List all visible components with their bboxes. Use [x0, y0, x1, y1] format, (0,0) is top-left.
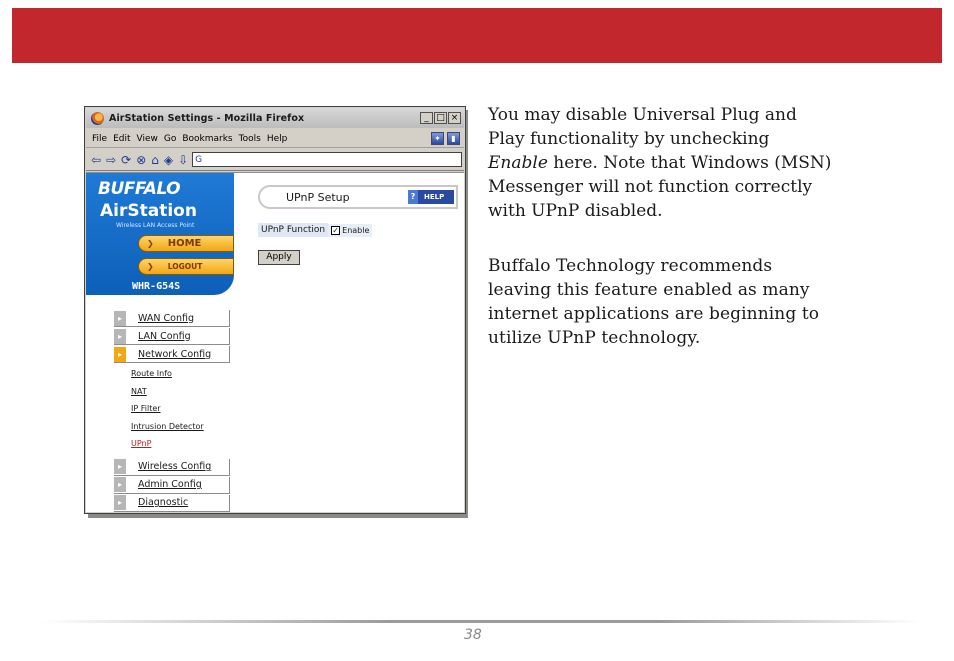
link-route-info[interactable]: Route Info: [131, 369, 172, 378]
text-line: Play functionality by unchecking: [488, 129, 770, 149]
text-line: utilize UPnP technology.: [488, 328, 701, 348]
enable-label: Enable: [342, 225, 370, 235]
question-icon: ?: [408, 190, 418, 204]
explanation-paragraph: [488, 103, 888, 223]
window-title: AirStation Settings - Mozilla Firefox: [109, 112, 305, 124]
menu-bookmarks[interactable]: Bookmarks: [182, 133, 233, 144]
minimize-button[interactable]: _: [420, 112, 433, 124]
menu-bar: [86, 130, 464, 148]
page-content: [86, 172, 464, 512]
home-button[interactable]: [138, 235, 234, 252]
menu-edit[interactable]: Edit: [113, 133, 131, 144]
footer-rule: [40, 620, 920, 623]
close-button[interactable]: ×: [448, 112, 461, 124]
nav-wireless-config[interactable]: [114, 459, 230, 476]
sidebar-nav: [114, 310, 230, 513]
chevron-right-icon: ❯: [147, 239, 154, 248]
text-line: with UPnP disabled.: [488, 201, 663, 221]
home-icon[interactable]: ⌂: [151, 152, 159, 167]
sidebar-toggle-icon[interactable]: ▮: [447, 132, 460, 145]
enable-checkbox-wrapper[interactable]: [328, 224, 372, 237]
nav-diagnostic[interactable]: [114, 495, 230, 512]
bookmark-icon[interactable]: ◈: [163, 152, 174, 167]
nav-label: Wireless Config: [138, 461, 212, 472]
text-line: Buffalo Technology recommends: [488, 256, 773, 276]
text-line: [488, 151, 888, 175]
download-icon[interactable]: ⇩: [178, 152, 189, 167]
section-header: [258, 185, 458, 209]
menu-view[interactable]: View: [136, 133, 158, 144]
page-number: 38: [464, 627, 482, 643]
home-label: HOME: [167, 238, 202, 249]
upnp-function-row: [258, 223, 372, 237]
section-title: UPnP Setup: [286, 190, 350, 204]
text-fragment: here. Note that Windows (MSN): [547, 153, 832, 173]
nav-label: Network Config: [138, 348, 212, 360]
arrow-icon: ▸: [114, 459, 126, 474]
link-ip-filter[interactable]: IP Filter: [131, 404, 161, 413]
menu-tools[interactable]: Tools: [238, 133, 261, 144]
window-controls: [420, 112, 461, 124]
help-label: HELP: [424, 193, 445, 201]
nav-wan-config[interactable]: [114, 310, 230, 327]
nav-lan-config[interactable]: [114, 328, 230, 345]
text-line: internet applications are beginning to: [488, 304, 820, 324]
nav-label: Admin Config: [138, 479, 202, 490]
firefox-icon: [91, 112, 104, 125]
recommendation-paragraph: [488, 254, 878, 350]
address-value: G: [195, 154, 203, 165]
arrow-icon: ▸: [114, 495, 126, 510]
enable-checkbox[interactable]: ✓: [332, 225, 339, 235]
link-upnp[interactable]: UPnP: [131, 439, 152, 448]
nav-label: LAN Config: [138, 330, 191, 342]
nav-network-config[interactable]: [114, 346, 230, 363]
link-intrusion-detector[interactable]: Intrusion Detector: [131, 421, 204, 431]
text-line: leaving this feature enabled as many: [488, 280, 810, 300]
upnp-function-label: UPnP Function: [258, 223, 328, 237]
menu-go[interactable]: Go: [163, 133, 177, 144]
menubar-icons: [431, 132, 460, 145]
arrow-icon: ▸: [114, 477, 126, 492]
menu-help[interactable]: Help: [266, 133, 288, 144]
address-input[interactable]: [192, 152, 462, 167]
arrow-icon: ▸: [114, 311, 126, 326]
nav-label: Diagnostic: [138, 497, 189, 508]
model-name: WHR-G54S: [132, 281, 181, 292]
header-band: [12, 8, 942, 63]
nav-label: WAN Config: [138, 312, 194, 324]
nav-toolbar: [86, 149, 464, 171]
reload-icon[interactable]: ⟳: [121, 152, 132, 167]
browser-window: [84, 106, 466, 514]
logout-button[interactable]: [138, 258, 234, 275]
logout-label: LOGOUT: [167, 262, 203, 271]
menu-file[interactable]: File: [92, 133, 108, 144]
arrow-icon: ▸: [114, 347, 126, 362]
text-line: Messenger will not function correctly: [488, 177, 813, 197]
stop-icon[interactable]: ⊗: [136, 152, 147, 167]
sidebar-header: [86, 173, 234, 295]
back-icon[interactable]: ⇦: [91, 152, 102, 167]
product-logo: AirStation: [100, 201, 197, 221]
help-button[interactable]: [408, 190, 454, 204]
arrow-icon: ▸: [114, 329, 126, 344]
title-bar[interactable]: [86, 108, 464, 128]
chevron-right-icon: ❯: [147, 262, 154, 271]
product-tagline: Wireless LAN Access Point: [116, 222, 195, 229]
link-nat[interactable]: NAT: [131, 386, 147, 396]
enable-emphasis: Enable: [488, 153, 548, 173]
throbber-icon: ✦: [431, 132, 444, 145]
maximize-button[interactable]: □: [434, 112, 447, 124]
apply-button[interactable]: Apply: [258, 250, 300, 265]
nav-admin-config[interactable]: [114, 477, 230, 494]
text-line: You may disable Universal Plug and: [488, 105, 797, 125]
forward-icon[interactable]: ⇨: [106, 152, 117, 167]
brand-logo: BUFFALO: [98, 179, 181, 199]
network-sub-links: [114, 367, 230, 455]
